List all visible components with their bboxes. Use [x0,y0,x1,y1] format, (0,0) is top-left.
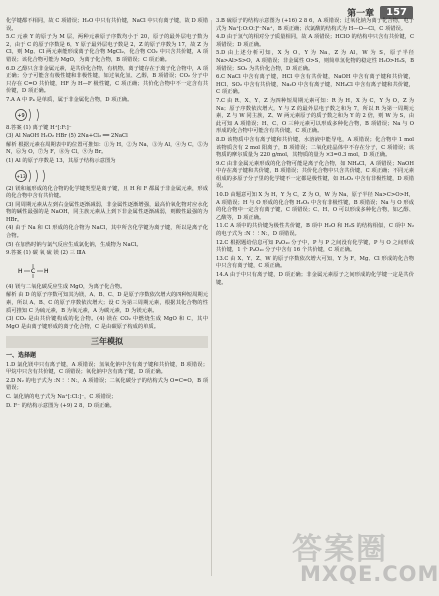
answer-8-line: (3) Al NaOH H₂O₂ HBr (5) 2Na+Cl₂ ══ 2NaCl [6,133,128,140]
watermark-logo-text: 答案圈 [292,532,388,567]
left-column [6,18,208,592]
subsection-title: 一、选择题 [6,352,37,359]
svg-text:H: H [44,267,49,275]
analysis-paragraph: (2) 镁和氟形成的化合物的化学键类型是离子键，且 H 和 F 都属于非金属元素，形成的化合物中含有共价键。 [6,185,208,200]
analysis-paragraph: 解析 由 D 的原子序数可知其为镁，A、B、C、D 是原子序数依次增大的四种短周期元素，所以 A、B、C 的原子序数依次增大；设 C 为第三周期元素，根据其化合物的性质可推知 C 为硫元素，B 为氧元素，A 为碳元素，D 为镁元素。 [6,292,208,314]
answer-5: 5.C 元素 Y 的原子为 M 层，两种元素原子序数均小于 20，原子的最外层电子数为 2，由于 C 的原子序数是 6，Y 原子最外层电子数是 2，Z 的原子序数为 17，故 Z 为 Cl，则 Mg、Cl 两元素能形成离子化合物 MgCl₂，化合物 CO₂ 中只含共价键，A 项错误；该化合物可能为 MgO，为离子化合物，B 项错误；C 项正确。 [6,34,208,63]
answer-paragraph: 6.C NaCl 中含有离子键，HCl 中含有共价键，NaOH 中含有离子键和共价键，HCl、SO₂ 中含有共价键，Na₂O 中含有离子键，NH₄Cl 中含有离子键和共价键，C 项正确。 [216,74,414,96]
answer-8: 8.答案 (1) 离子键 H⁺[:F:]⁻ [6,124,72,131]
nucleus-shell-icon [14,107,48,123]
chapter-label: 第一章 [347,8,375,19]
svg-text:+9: +9 [17,112,25,119]
answer-paragraph: 2.D N₂ 的电子式为 :N⋮⋮N:，A 项错误；二氧化碳分子的结构式为 O=C=O，B 项错误； [6,377,208,392]
analysis-paragraph: (3) 同周期元素从左到右金属性逐渐减弱，非金属性逐渐增强，最高价氧化物对应水化物的碱性最强的是 NaOH，同主族元素从上到下非金属性逐渐减弱，则酸性最强的为 HBr。 [6,201,208,223]
answer-paragraph: 8.D 该物质中含有离子键和共价键，水溶液中能导电，A 项错误；化合物中 1 mol 该物质含有 2 mol 阳离子，B 项错误；二氧化硅晶体中不存在分子，C 项错误；该物质的摩尔质量为 220 g/mol，其物质的量为 ×3=0.3 mol，D 项正确。 [216,136,414,159]
analysis-paragraph: (4) 由于 Na 和 Cl 形成的化合物为 NaCl，其中所含化学键为离子键，所以是离子化合物。 [6,225,208,240]
answer-paragraph: 13.C 由 X、Y、Z、W 的原子序数依次增大可知，Y 为 F，Mg、Cl 形成的化合物中只含有离子键，C 项正确。 [216,255,414,270]
analysis-paragraph: (3) CO₂ 是由共价键构成的化合物。(4) 镁在 CO₂ 中燃烧生成 MgO 和 C，其中 MgO 是由离子键形成的离子化合物，C 是由碳原子构成的单质。 [6,316,208,330]
answer-paragraph: 3.B 硫原子的结构示意图为 (+16) 2 8 6，A 项错误；过氧化钠为离子化合物，电子式为 Na⁺[:O:O:]²⁻Na⁺，B 项正确；次氯酸的结构式为 H—O—Cl，C 项错误。 [216,18,414,32]
analysis-paragraph: 解析 根据元素在周期表中的位置可推知：①为 H，②为 Na，③为 Al，④为 C，⑤为 N，⑥为 O，⑦为 F，⑧为 Cl，⑨为 Br。 [6,141,208,156]
answer-paragraph: 12.C 根据题给信息可知 P₄O₁₀ 分子中，P 与 P 之间没有化学键，P 与 O 之间形成共价键，1 个 P₄O₁₀ 分子中含有 16 个共价键，C 项正确。 [216,239,414,254]
answer-paragraph: 9.C 由非金属元素形成的化合物可能是离子化合物，如 NH₄Cl，A 项错误；NaOH 中存在离子键和共价键，B 项错误；共价化合物中只含共价键，C 项正确；不同元素组成的多原子分子里的化学键不一定都是极性键，如 H₂O₂ 中含有非极性键，D 项错误。 [216,160,414,190]
svg-text:H: H [18,267,23,275]
watermark-url: MXQE.COM [300,562,439,586]
structure-formula-icon [14,260,60,282]
answer-paragraph: C. 氯化钠的电子式为 Na⁺[:Cl:]⁻，C 项错误； [6,393,117,400]
nucleus-shell-icon [14,168,54,184]
column-divider [211,20,212,576]
answer-paragraph: D. F⁻ 的结构示意图为 (+9) 2 8，D 项正确。 [6,402,115,409]
answer-paragraph: 11.C A 项中的共价键为极性共价键，B 项中 H₂O 和 H₂S 的结构相似，C 项中 N₂ 的电子式为 :N⋮⋮N:，D 项错误。 [216,223,414,238]
answer-paragraph: 7.C 由 R、X、Y、Z 为四种短周期元素可知：R 为 H，X 为 C，Y 为 O，Z 为 Na；原子序数依次增大，Y 与 Z 的最外层电子数之和为 7，所以 R 为第一周期元素，Z 与 W 同主族，Z、W 两元素原子的质子数之和为 Y 的 2 倍，则 W 为 S，由此可知 A 项错误；H、C、O 三种元素可以形成多种化合物，B 项错误；Na 与 O 形成的化合物中可能含有共价键，C 项正确。 [216,97,414,135]
analysis-paragraph: (5) 在加热时钠与氯气反应生成氯化钠，生成物为 NaCl。 [6,241,142,248]
atom-structure-diagram [14,107,208,123]
answer-paragraph: 10.D 由题意可知 X 为 H，Y 为 C，Z 为 O，W 为 Na，原子半径 Na>C>O>H，A 项错误；H 与 O 形成的化合物 H₂O₂ 中含有非极性键，B 项错误；Na 与 O 形成的化合物中一定含有离子键，C 项错误；C、H、O 可以形成多种化合物，如乙醇、乙酸等，D 项正确。 [216,192,414,221]
svg-text:+13: +13 [16,174,26,180]
right-column [216,18,414,578]
answer-7: 7.A A 中 P₄ 是单质，属于非金属化合物，D 项正确。 [6,96,133,103]
answer-9: 9.答案 (1) 碳 氧 硫 镁 (2) 三 ⅢA [6,250,86,257]
structural-formula [14,260,208,282]
svg-text:C: C [31,267,36,275]
analysis-paragraph: (1) Al 的原子序数是 13，其原子结构示意图为 [6,157,116,164]
page-number: 157 [380,6,413,19]
answer-paragraph: 1.D 氯化镁中只有离子键，A 项错误；氢氧化钠中含有离子键和共价键，B 项错误；甲烷中只含有共价键，C 项错误；氧化钠中含有离子键，D 项正确。 [6,361,208,376]
al-atom-diagram [14,168,208,184]
answer-paragraph: 4.D 由于氢气的相对分子质量相同，故 A 项错误；HClO 的结构中只含有共价键，C 项错误；D 项正确。 [216,34,414,48]
answer-6: 6.D 乙醇只含非金属元素，是共价化合物，有机物，离子键存在于离子化合物中，A 项正确；分子可能含有极性键和非极性键，如过氧化氢、乙醇，B 项错误；CO₂ 分子中只存在 C=O 共价键，HF 为 H—F 极性键，C 项正确；共价化合物中不一定含有共价键，D 项正确。 [6,65,208,95]
answer-paragraph: 14.A 由于中只有离子键，D 项正确；非金属元素原子之间形成的化学键一定是共价键。 [216,272,414,286]
answer-paragraph: 化学键都不相同，故 C 项错误；H₂O 中只有共价键，NaCl 中只有离子键，故 D 项错误。 [6,18,208,32]
answer-paragraph: 5.D 由上述分析可知，X 为 O，Y 为 Na，Z 为 Al，W 为 S，原子半径 Na>Al>S>O，A 项错误；非金属性 O>S，则简单氢化物的稳定性 H₂O>H₂S，B 项错误；SO₂ 为共价化合物，D 项正确。 [216,50,414,72]
analysis-paragraph: (4) 镁与二氧化碳反应生成 MgO，为离子化合物。 [6,283,126,290]
section-title: 三年模拟 [6,336,208,348]
